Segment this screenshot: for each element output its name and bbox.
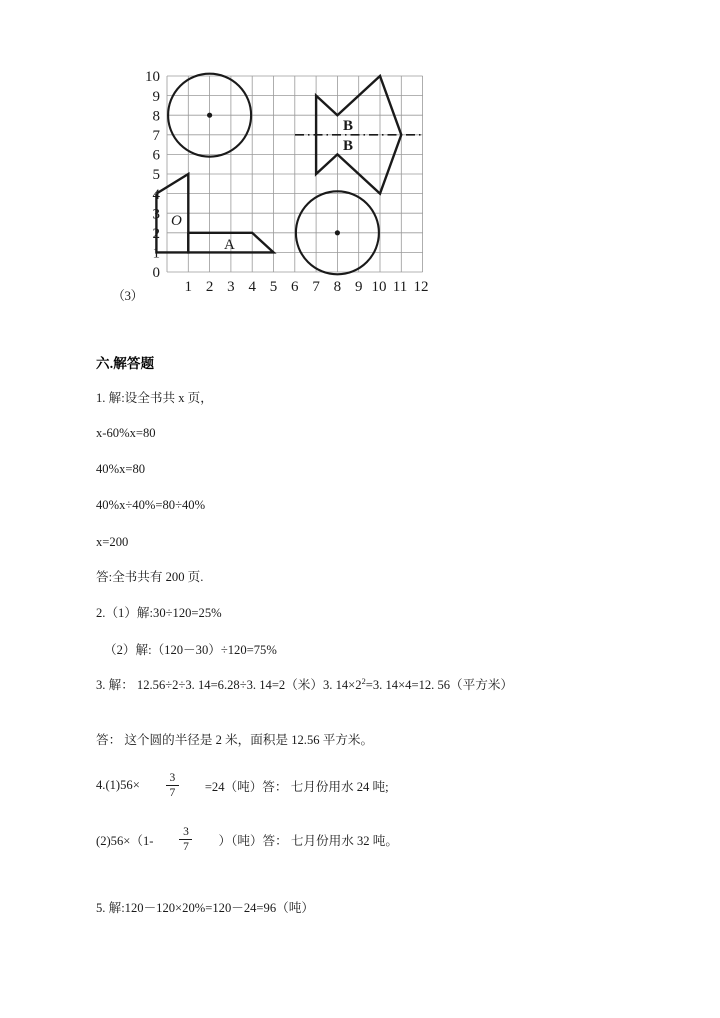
y-tick-0: 0 (152, 265, 160, 281)
grid-lines (167, 76, 423, 272)
answer-item-4-2-post: ）（吨）答： 七月份用水 32 吨。 (218, 834, 398, 849)
grid-diagram-svg (100, 60, 440, 322)
y-tick-3: 3 (152, 206, 160, 223)
label-o: O (171, 213, 182, 229)
answer-item-4-part-2 (96, 826, 398, 853)
y-tick-9: 9 (152, 89, 160, 105)
label-b-upper: B (342, 118, 354, 134)
answer-line-3: 40%x=80 (96, 462, 146, 476)
answer-line-2: x-60%x=80 (96, 426, 156, 440)
y-tick-6: 6 (152, 147, 160, 164)
y-tick-1: 1 (152, 245, 160, 262)
answer-line-5: x=200 (96, 535, 129, 549)
answer-item-3-part-b: =3. 14×4=12. 56（平方米） (365, 678, 514, 692)
y-tick-2: 2 (152, 226, 160, 242)
fraction-bar (166, 785, 179, 786)
answer-line-8: （2）解:（120－30）÷120=75% (104, 643, 277, 657)
y-tick-10: 10 (145, 69, 160, 85)
answer-item-4-1-pre: 4.(1)56× (96, 778, 140, 793)
answer-line-6: 答:全书共有 200 页. (96, 570, 204, 584)
answer-item-4-part-1 (96, 772, 389, 799)
answer-item-4-2-pre: (2)56×（1- (96, 834, 154, 849)
fraction-denominator: 7 (183, 841, 189, 854)
x-tick-5: 5 (269, 279, 278, 295)
x-tick-2: 2 (205, 279, 214, 295)
y-tick-5: 5 (152, 167, 160, 183)
fraction-numerator: 3 (169, 772, 176, 784)
answer-item-3 (96, 675, 624, 696)
fraction-bar (179, 839, 192, 840)
y-tick-8: 8 (152, 108, 160, 125)
figure-item-label: （3） (112, 288, 144, 303)
x-tick-4: 4 (248, 279, 256, 295)
fraction-three-sevenths-a (166, 772, 179, 799)
answer-line-7: 2.（1）解:30÷120=25% (96, 606, 222, 620)
x-tick-1: 1 (184, 279, 193, 295)
coordinate-grid-figure (100, 60, 440, 322)
answer-item-5: 5. 解:120－120×20%=120－24=96（吨） (96, 901, 314, 915)
fraction-three-sevenths-b (179, 826, 192, 853)
answer-item-3-superscript: 2 (361, 676, 366, 686)
answer-item-3-part-a: 3. 解： 12.56÷2÷3. 14=6.28÷3. 14=2（米）3. 14×2 (96, 678, 362, 692)
label-b-lower: B (342, 138, 354, 154)
x-tick-8: 8 (333, 279, 342, 295)
x-tick-6: 6 (291, 279, 299, 295)
fraction-numerator: 3 (183, 826, 189, 838)
y-tick-7: 7 (152, 128, 160, 144)
x-tick-9: 9 (354, 279, 363, 295)
answer-line-1: 1. 解:设全书共 x 页， (96, 391, 213, 405)
x-tick-11: 11 (392, 279, 408, 295)
answer-line-4: 40%x÷40%=80÷40% (96, 498, 206, 512)
answer-item-4-1-post: =24（吨）答： 七月份用水 24 吨; (204, 780, 389, 795)
y-tick-4: 4 (152, 187, 160, 203)
label-a: A (224, 237, 235, 253)
fraction-denominator: 7 (169, 787, 176, 800)
x-tick-12: 12 (413, 279, 429, 295)
x-tick-10: 10 (371, 279, 387, 295)
section-heading-six: 六.解答题 (96, 356, 155, 371)
upper-left-circle-center-dot (207, 113, 212, 118)
answer-item-3-answer: 答： 这个圆的半径是 2 米，面积是 12.56 平方米。 (96, 733, 374, 747)
x-tick-3: 3 (227, 279, 235, 295)
lower-right-circle-center-dot (335, 230, 340, 235)
x-tick-7: 7 (312, 279, 320, 295)
